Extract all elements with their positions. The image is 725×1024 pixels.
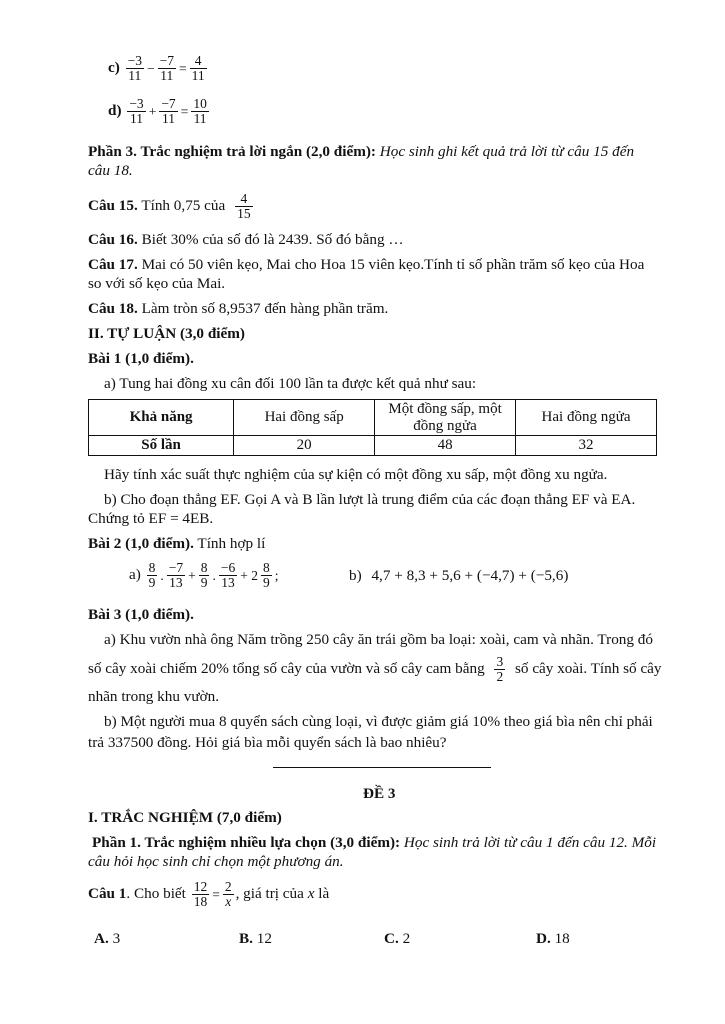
option-value: 18 <box>554 930 570 947</box>
variable: x <box>307 884 315 902</box>
numerator: 8 <box>148 560 156 575</box>
part3-instruction-cont: câu 18. <box>88 162 133 179</box>
bai2-a-expression <box>129 561 280 590</box>
part3-heading-line <box>88 142 634 161</box>
bai1-a-question: Hãy tính xác suất thực nghiệm của sự kiện có một đồng xu sấp, một đồng xu ngửa. <box>104 466 608 483</box>
question-17-cont: so với số kẹo của Mai. <box>88 275 226 292</box>
option-b[interactable] <box>239 929 272 948</box>
numerator: 12 <box>193 879 208 894</box>
numerator: −7 <box>159 53 174 68</box>
denominator: 13 <box>221 575 235 590</box>
numerator: 2 <box>224 879 232 894</box>
numerator: −7 <box>161 96 176 111</box>
table-header-cell: Một đồng sấp, một đồng ngửa <box>375 400 516 436</box>
denominator: 13 <box>169 575 183 590</box>
bai2-b-expression <box>349 566 568 585</box>
question-label: Câu 1 <box>88 884 127 902</box>
numerator: 3 <box>496 654 504 669</box>
fraction <box>167 561 185 590</box>
option-letter: B. <box>239 930 253 947</box>
bai2-label: Bài 2 (1,0 điểm). <box>88 535 194 552</box>
fraction <box>261 561 272 590</box>
question-label: Câu 18. <box>88 300 138 317</box>
denominator: x <box>225 894 232 909</box>
operator: . <box>160 568 164 583</box>
bai2-b-expr: 4,7 + 8,3 + 5,6 + (−4,7) + (−5,6) <box>371 567 569 584</box>
table-header-cell: Hai đồng ngửa <box>516 400 657 436</box>
operator: . <box>212 568 216 583</box>
question-text: , giá trị của <box>235 884 304 902</box>
denominator: 11 <box>128 68 142 83</box>
bai3-a-text-part: số cây xoài. Tính số cây <box>515 659 662 677</box>
table-row <box>89 436 657 456</box>
fraction <box>126 54 144 83</box>
fraction <box>494 655 505 684</box>
numerator: −3 <box>129 96 144 111</box>
question-text: Làm tròn số 8,9537 đến hàng phần trăm. <box>141 300 389 317</box>
question-17 <box>88 255 644 274</box>
numerator: 10 <box>193 96 207 111</box>
denominator: 18 <box>193 894 208 909</box>
fraction <box>147 561 158 590</box>
option-letter: D. <box>536 930 551 947</box>
de3-part1-heading: Phần 1. Trắc nghiệm nhiều lựa chọn (3,0 điểm): <box>92 834 401 851</box>
question-text: Biết 30% của số đó là 2439. Số đó bằng … <box>141 231 404 248</box>
question-18 <box>88 299 388 318</box>
bai3-b-text-cont: trả 337500 đồng. Hỏi giá bìa mỗi quyển sách là bao nhiêu? <box>88 734 447 751</box>
table-header-cell: Hai đồng sấp <box>234 400 375 436</box>
option-value: 2 <box>402 930 411 947</box>
option-letter: A. <box>94 930 109 947</box>
essay-heading: II. TỰ LUẬN (3,0 điểm) <box>88 325 245 342</box>
bai2-b-label: b) <box>349 567 362 584</box>
bai3-a-text-cont <box>88 655 662 684</box>
table-header-row <box>89 400 657 436</box>
bai2-text: Tính hợp lí <box>197 535 266 552</box>
fraction <box>159 97 177 126</box>
operator: + <box>188 568 196 583</box>
de3-part1-line <box>92 833 656 852</box>
de3-question-1 <box>88 880 329 909</box>
question-text: Mai có 50 viên kẹo, Mai cho Hoa 15 viên kẹo.Tính tỉ số phần trăm số kẹo của Hoa <box>141 256 645 273</box>
denominator: 2 <box>496 669 504 684</box>
bai1-b-text-cont: Chứng tỏ EF = 4EB. <box>88 510 214 527</box>
fraction <box>127 97 145 126</box>
bai3-a-text-end: nhãn trong khu vườn. <box>88 688 219 705</box>
question-text: là <box>318 884 330 902</box>
numerator: −3 <box>127 53 142 68</box>
bai2-heading <box>88 534 265 553</box>
table-cell: 32 <box>516 436 657 456</box>
table-cell: 20 <box>234 436 375 456</box>
table-row-label: Số lần <box>89 436 234 456</box>
bai3-a-text: a) Khu vườn nhà ông Năm trồng 250 cây ăn trái gồm ba loại: xoài, cam và nhãn. Trong đó <box>104 631 653 648</box>
numerator: 4 <box>190 54 207 69</box>
fraction <box>219 561 237 590</box>
question-text: Tính 0,75 của <box>141 196 226 214</box>
denominator: 11 <box>193 111 207 126</box>
part3-heading: Phần 3. Trắc nghiệm trả lời ngắn (2,0 điểm): <box>88 143 376 160</box>
bai3-b-text: b) Một người mua 8 quyển sách cùng loại, vì được giảm giá 10% theo giá bìa nên chỉ phải <box>104 713 653 730</box>
bai3-label: Bài 3 (1,0 điểm). <box>88 606 194 623</box>
item-c-label: c) <box>108 58 120 76</box>
de3-part1-instruction: Học sinh trả lời từ câu 1 đến câu 12. Mỗi <box>403 834 657 851</box>
de3-part1-instruction-cont: câu hỏi học sinh chỉ chọn một phương án. <box>88 853 344 870</box>
operator: ; <box>274 568 279 583</box>
numerator: 4 <box>235 192 253 207</box>
denominator: 9 <box>148 575 156 590</box>
option-letter: C. <box>384 930 399 947</box>
bai2-a-label: a) <box>129 565 141 583</box>
bai1-label: Bài 1 (1,0 điểm). <box>88 350 194 367</box>
denominator: 11 <box>162 111 175 126</box>
fraction <box>158 54 176 83</box>
table-cell: 48 <box>375 436 516 456</box>
numerator: −6 <box>220 560 236 575</box>
coin-results-table <box>88 399 657 456</box>
item-c <box>108 54 209 83</box>
fraction <box>223 880 234 909</box>
fraction <box>199 561 210 590</box>
question-label: Câu 17. <box>88 256 138 273</box>
option-a[interactable] <box>94 929 120 948</box>
option-c[interactable] <box>384 929 410 948</box>
de3-section-heading: I. TRẮC NGHIỆM (7,0 điểm) <box>88 809 282 826</box>
de3-title: ĐỀ 3 <box>363 785 396 802</box>
table-header-cell: Khả năng <box>89 400 234 436</box>
numerator: 8 <box>262 560 270 575</box>
item-d <box>108 97 211 126</box>
operator: + 2 <box>240 568 258 583</box>
denominator: 11 <box>130 111 143 126</box>
option-d[interactable] <box>536 929 570 948</box>
part3-instruction: Học sinh ghi kết quả trả lời từ câu 15 đến <box>379 143 635 160</box>
numerator: −7 <box>168 560 184 575</box>
bai1-a-text: a) Tung hai đồng xu cân đối 100 lần ta được kết quả như sau: <box>104 375 477 392</box>
section-divider <box>273 767 491 768</box>
fraction <box>235 192 253 221</box>
question-15 <box>88 192 255 221</box>
denominator: 9 <box>200 575 208 590</box>
operator: = <box>180 104 189 119</box>
operator: + <box>148 104 157 119</box>
item-d-label: d) <box>108 101 122 119</box>
operator: = <box>212 887 220 902</box>
question-text: . Cho biết <box>126 884 186 902</box>
fraction <box>192 880 210 909</box>
option-value: 3 <box>112 930 121 947</box>
bai3-a-text-part: số cây xoài chiếm 20% tổng số cây của vườn và số cây cam bằng <box>88 659 485 677</box>
numerator: 8 <box>200 560 208 575</box>
question-16 <box>88 230 404 249</box>
operator: = <box>178 61 187 76</box>
fraction <box>191 97 209 126</box>
question-label: Câu 15. <box>88 196 138 214</box>
fraction <box>190 54 207 83</box>
operator: − <box>146 61 155 76</box>
denominator: 11 <box>160 68 174 83</box>
denominator: 9 <box>262 575 270 590</box>
question-label: Câu 16. <box>88 231 138 248</box>
denominator: 11 <box>191 68 205 83</box>
bai1-b-text: b) Cho đoạn thẳng EF. Gọi A và B lần lượt là trung điểm của các đoạn thẳng EF và EA. <box>104 491 636 508</box>
denominator: 15 <box>237 206 251 221</box>
option-value: 12 <box>256 930 272 947</box>
